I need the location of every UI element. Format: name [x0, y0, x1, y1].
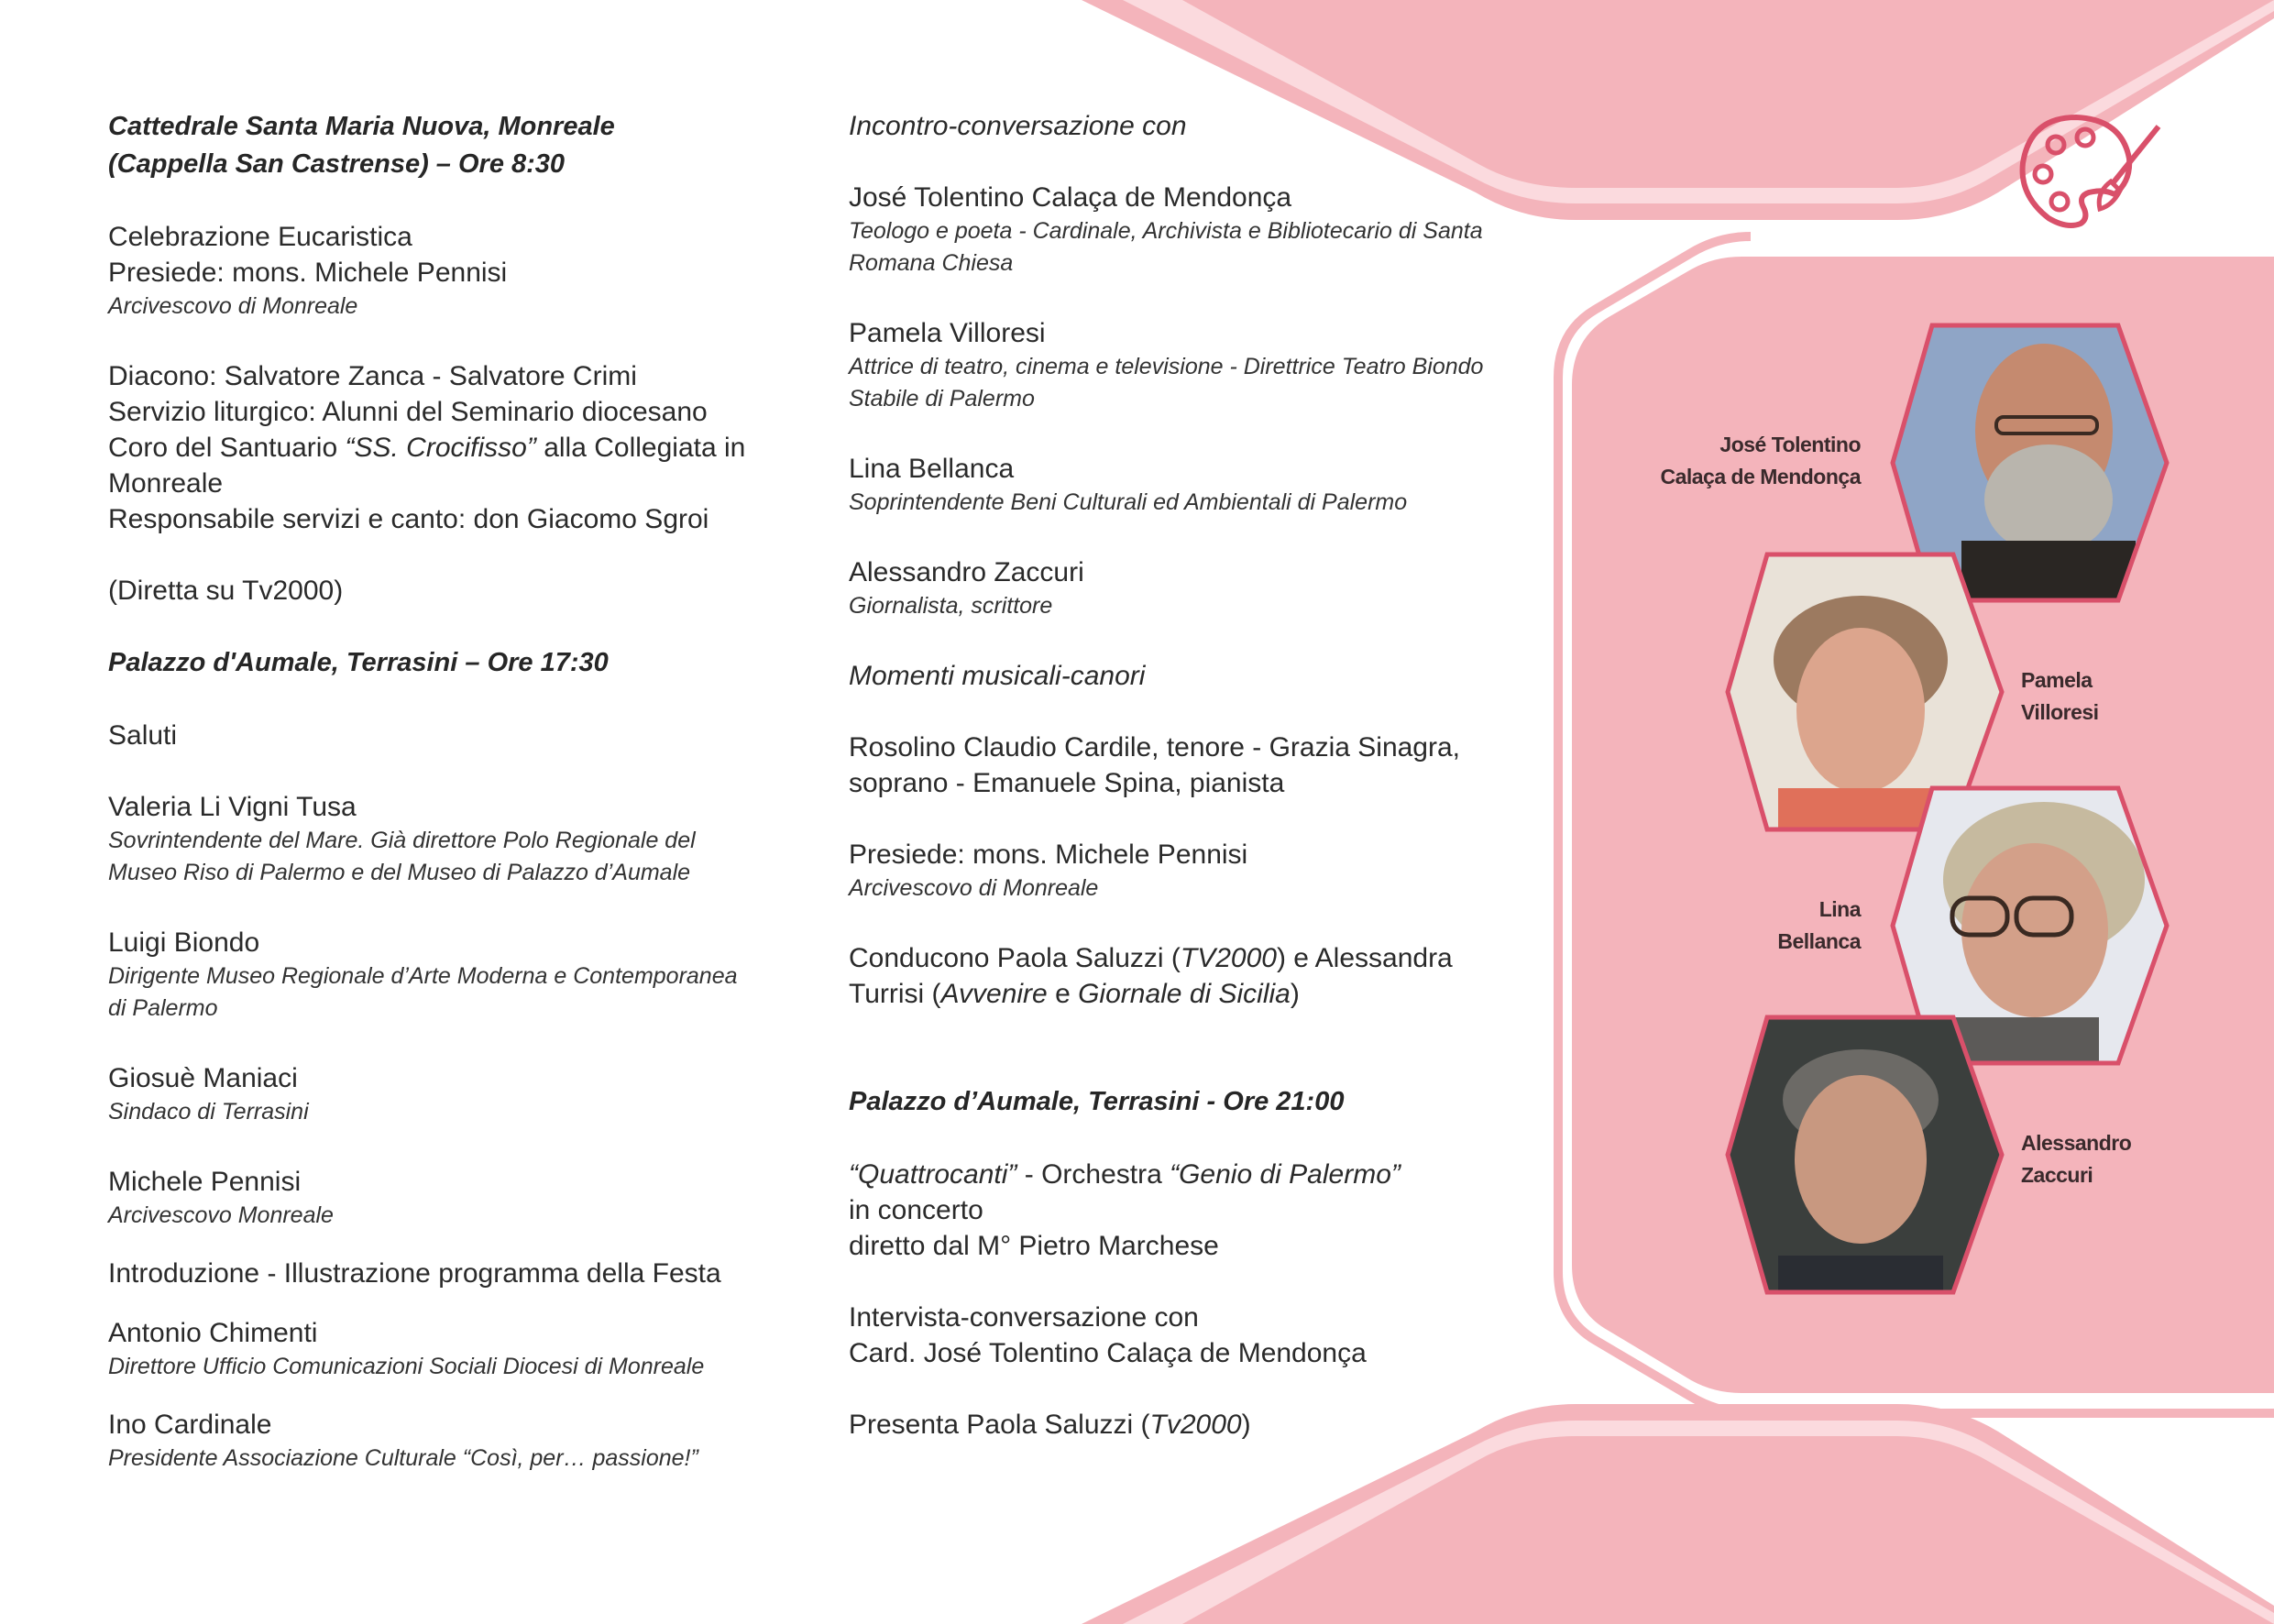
hosts-text: ) e Alessandra	[1276, 943, 1453, 973]
orchestra-name: “Genio di Palermo”	[1170, 1159, 1401, 1190]
guest-name: Alessandro Zaccuri	[849, 557, 1084, 587]
speaker-name: Giosuè Maniaci	[108, 1063, 298, 1093]
speaker-name: Antonio Chimenti	[108, 1318, 318, 1348]
hosts-text: Conducono Paola Saluzzi (	[849, 943, 1181, 973]
guest-role: Giornalista, scrittore	[849, 593, 1053, 619]
choir-prefix: Coro del Santuario	[108, 433, 346, 463]
caption-line: Zaccuri	[2021, 1163, 2093, 1187]
presenter-text: Presenta Paola Saluzzi (	[849, 1410, 1150, 1440]
deacons: Diacono: Salvatore Zanca - Salvatore Crimi	[108, 361, 637, 391]
speaker-role: Museo Riso di Palermo e del Museo di Palazzo d’Aumale	[108, 860, 691, 885]
hosts-text: e	[1047, 979, 1079, 1009]
musicians-line: soprano - Emanuele Spina, pianista	[849, 768, 1285, 798]
speaker-role: Dirigente Museo Regionale d’Arte Moderna e Contemporanea	[108, 963, 738, 989]
concert-line-2: in concerto	[849, 1195, 983, 1225]
venue-line-2: (Cappella San Castrense) – Ore 8:30	[108, 149, 566, 179]
speaker-role: di Palermo	[108, 995, 218, 1021]
speaker-name: Ino Cardinale	[108, 1410, 272, 1440]
guest-role: Teologo e poeta - Cardinale, Archivista e Bibliotecario di Santa	[849, 218, 1483, 244]
speaker-role: Direttore Ufficio Comunicazioni Sociali Diocesi di Monreale	[108, 1354, 705, 1379]
presenter-text: )	[1241, 1410, 1251, 1440]
celebration-presides: Presiede: mons. Michele Pennisi	[108, 258, 508, 288]
caption-line: Calaça de Mendonça	[1660, 465, 1861, 488]
interview-line-2: Card. José Tolentino Calaça de Mendonça	[849, 1338, 1367, 1368]
hosts-text: )	[1290, 979, 1300, 1009]
speaker-role: Presidente Associazione Culturale “Così, per… passione!”	[108, 1445, 698, 1471]
responsible: Responsabile servizi e canto: don Giacomo Sgroi	[108, 504, 709, 534]
musicians-line: Rosolino Claudio Cardile, tenore - Grazia Sinagra,	[849, 732, 1461, 763]
guest-role: Attrice di teatro, cinema e televisione - Direttrice Teatro Biondo	[849, 354, 1484, 379]
venue-3: Palazzo d’Aumale, Terrasini - Ore 21:00	[849, 1087, 1345, 1116]
speaker-name: Michele Pennisi	[108, 1167, 302, 1197]
guest-role: Soprintendente Beni Culturali ed Ambientali di Palermo	[849, 489, 1408, 515]
guest-role: Romana Chiesa	[849, 250, 1014, 276]
caption-line: José Tolentino	[1719, 433, 1861, 456]
caption-line: Villoresi	[2021, 700, 2099, 724]
speaker-role: Sovrintendente del Mare. Già direttore Polo Regionale del	[108, 828, 696, 853]
encounter-heading: Incontro-conversazione con	[849, 111, 1187, 141]
speaker-name: Valeria Li Vigni Tusa	[108, 792, 357, 822]
greetings: Saluti	[108, 720, 178, 751]
choir-name: “SS. Crocifisso”	[345, 433, 536, 463]
concert-text: - Orchestra	[1016, 1159, 1170, 1190]
liturgical-service: Servizio liturgico: Alunni del Seminario diocesano	[108, 397, 708, 427]
venue-line-1: Cattedrale Santa Maria Nuova, Monreale	[108, 112, 615, 141]
concert-title: “Quattrocanti”	[849, 1159, 1017, 1190]
choir-suffix: alla Collegiata in	[535, 433, 746, 463]
caption-line: Alessandro	[2021, 1131, 2132, 1155]
hosts-channel: TV2000	[1180, 943, 1277, 973]
speaker-name: Luigi Biondo	[108, 927, 260, 958]
celebration-title: Celebrazione Eucaristica	[108, 222, 412, 252]
presenter-channel: Tv2000	[1149, 1410, 1242, 1440]
guest-name: Pamela Villoresi	[849, 318, 1046, 348]
music-heading: Momenti musicali-canori	[849, 661, 1146, 691]
interview-line-1: Intervista-conversazione con	[849, 1302, 1199, 1333]
presides: Presiede: mons. Michele Pennisi	[849, 839, 1248, 870]
guest-name: Lina Bellanca	[849, 454, 1015, 484]
caption-line: Pamela	[2021, 668, 2093, 692]
caption-alessandro-zaccuri	[2021, 1127, 2204, 1191]
caption-pamela-villoresi	[2021, 664, 2204, 729]
hosts-outlet: Avvenire	[940, 979, 1048, 1009]
celebration-role: Arcivescovo di Monreale	[108, 293, 358, 319]
guest-role: Stabile di Palermo	[849, 386, 1035, 411]
caption-line: Lina	[1818, 897, 1861, 921]
caption-line: Bellanca	[1777, 929, 1861, 953]
speaker-role: Sindaco di Terrasini	[108, 1099, 309, 1125]
presides-role: Arcivescovo di Monreale	[849, 875, 1099, 901]
choir-line-2: Monreale	[108, 468, 224, 499]
venue-2: Palazzo d'Aumale, Terrasini – Ore 17:30	[108, 648, 609, 677]
hosts-outlet: Giornale di Sicilia	[1078, 979, 1291, 1009]
caption-jose-tolentino	[1631, 429, 1861, 493]
introduction: Introduzione - Illustrazione programma della Festa	[108, 1258, 721, 1289]
broadcast-note: (Diretta su Tv2000)	[108, 576, 344, 606]
speaker-role: Arcivescovo Monreale	[108, 1202, 334, 1228]
concert-line-3: diretto dal M° Pietro Marchese	[849, 1231, 1219, 1261]
hosts-text: Turrisi (	[849, 979, 941, 1009]
guest-name: José Tolentino Calaça de Mendonça	[849, 182, 1292, 213]
caption-lina-bellanca	[1677, 894, 1861, 958]
